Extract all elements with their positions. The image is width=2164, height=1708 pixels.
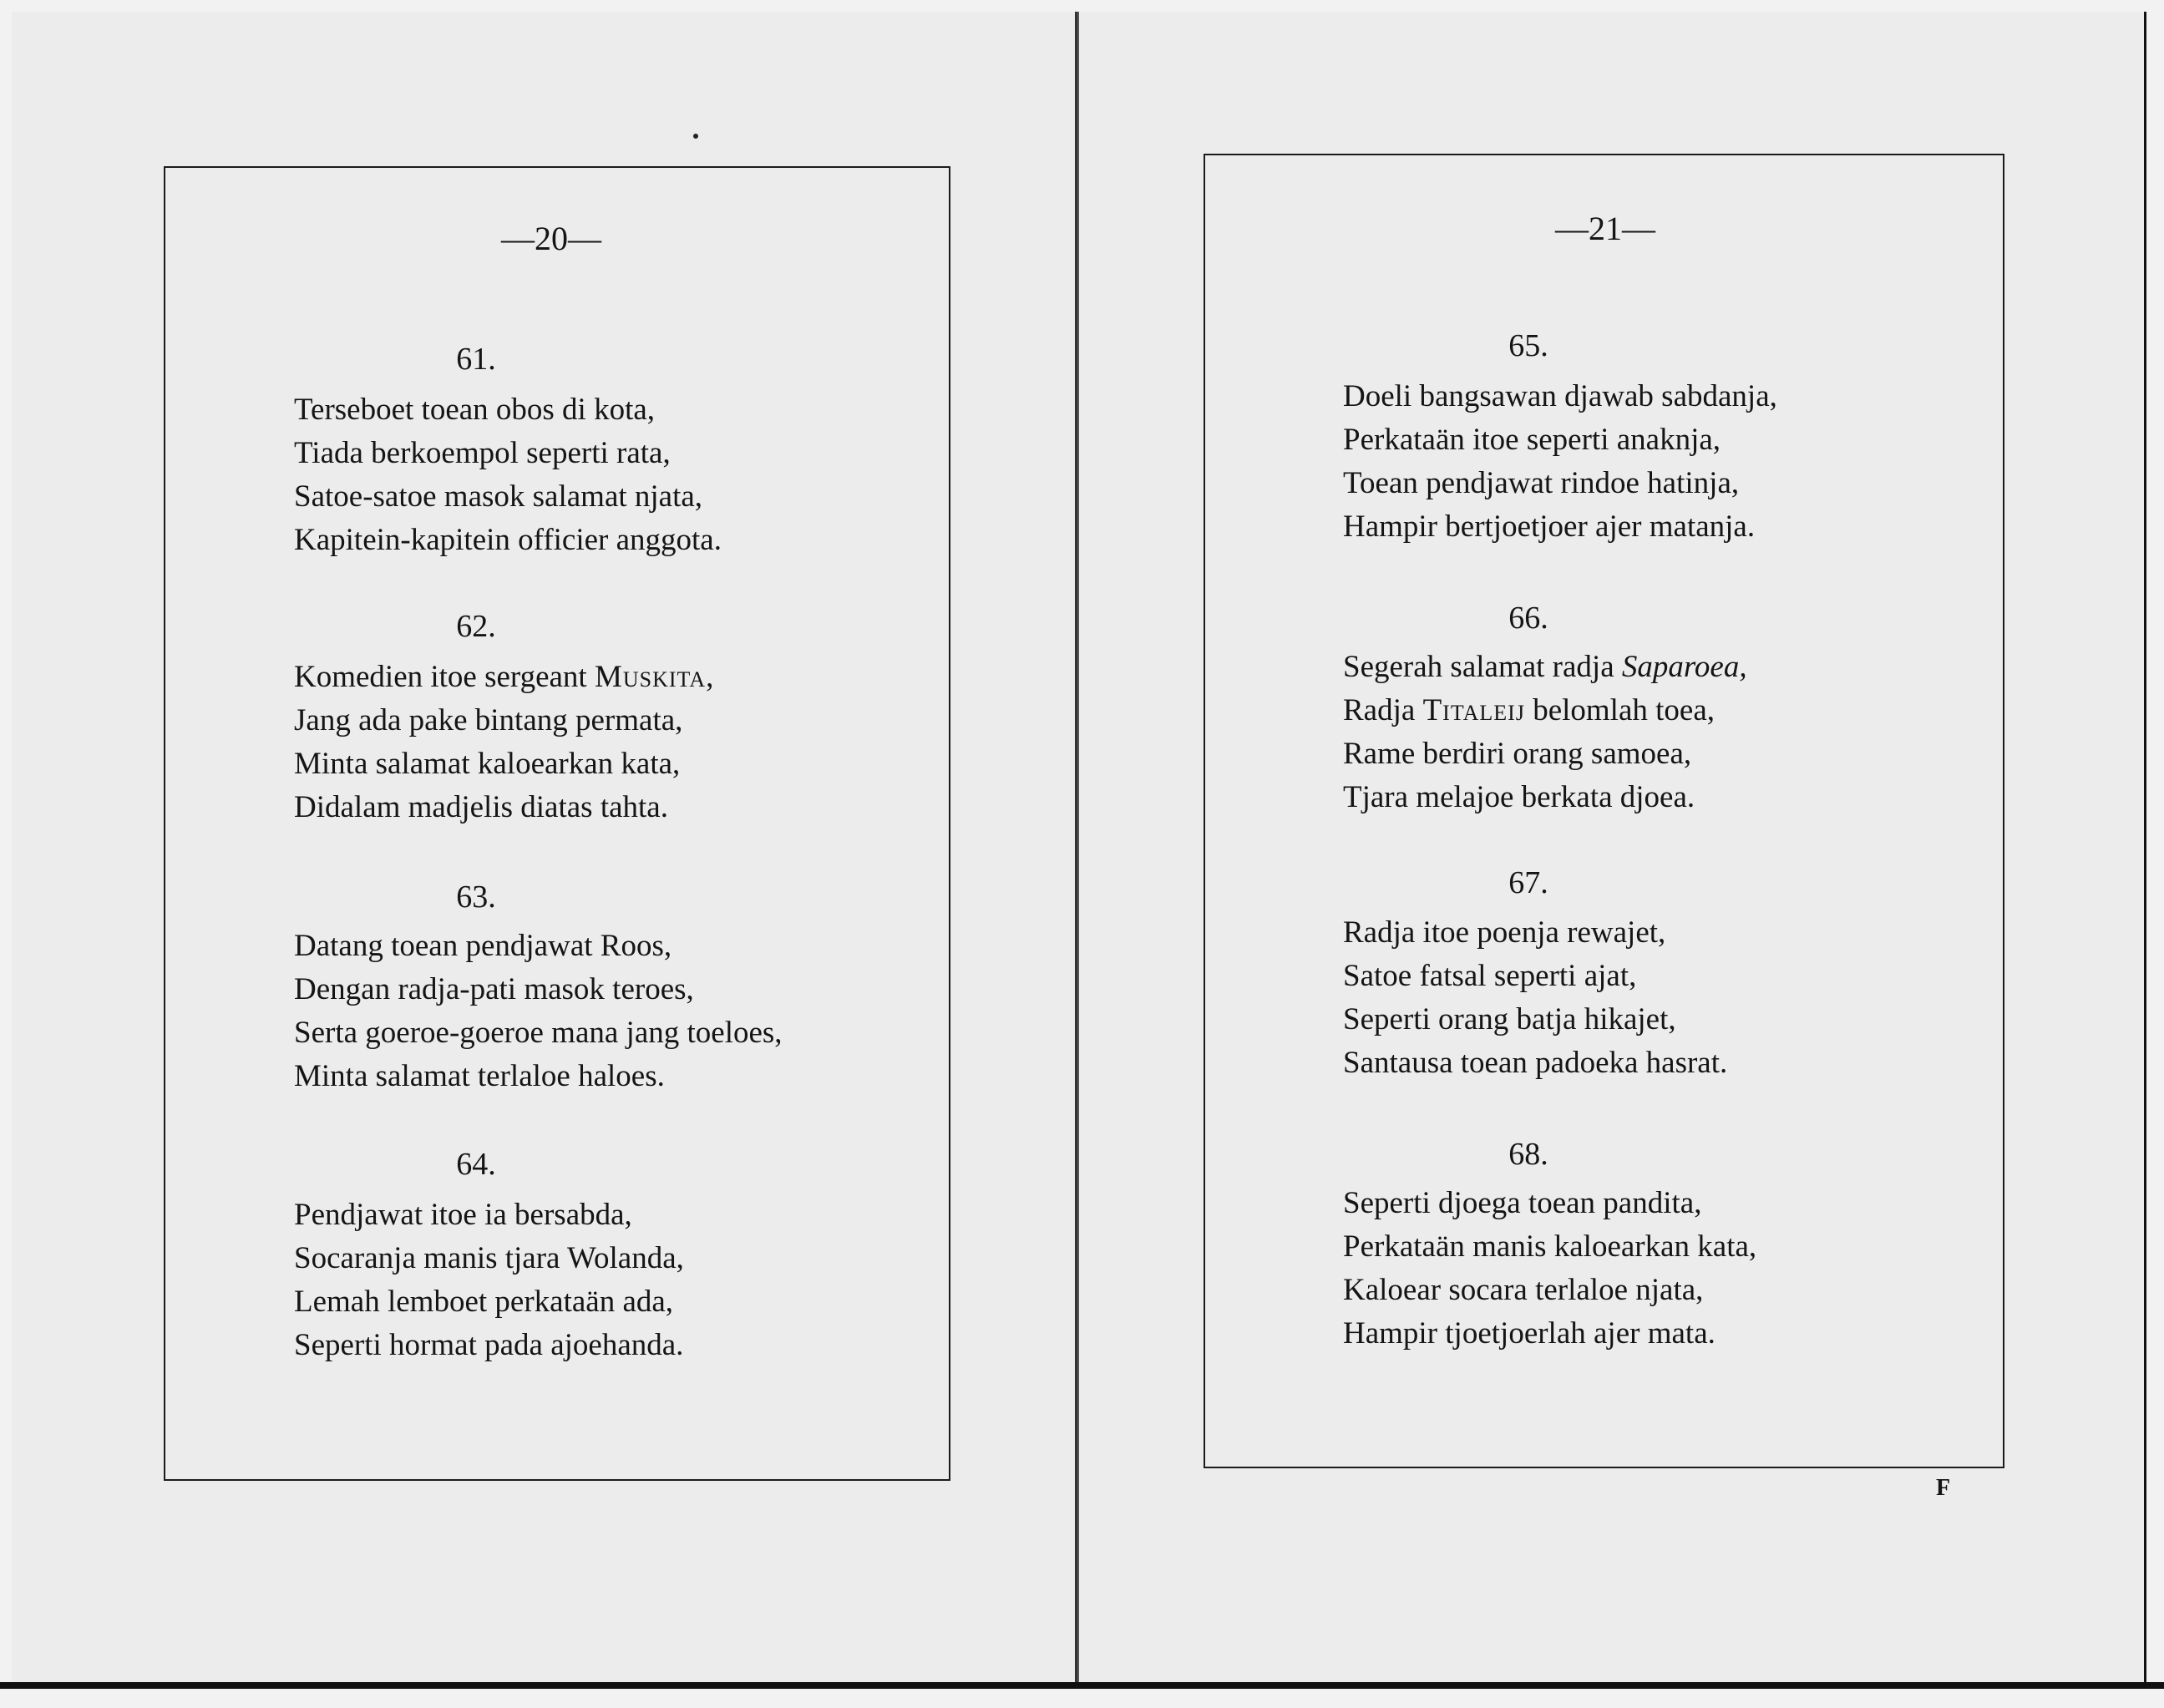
verse-text: Tjara melajoe berkata djoea. [1343, 780, 1695, 814]
verse-text: Dengan radja-pati masok teroes, [294, 972, 694, 1006]
verse-line [1343, 917, 1665, 948]
verse-text: Kapitein-kapitein officier anggota. [294, 523, 722, 557]
verse-line [1343, 424, 1721, 455]
verse-line [294, 1199, 632, 1230]
verse-text: Lemah lemboet perkataän ada, [294, 1285, 674, 1319]
verse-line [294, 1243, 684, 1274]
verse-text: Satoe-satoe masok salamat njata, [294, 479, 703, 514]
stanza-number: 66. [1508, 601, 1548, 636]
verse-text: Datang toean pendjawat Roos, [294, 929, 672, 963]
verse-line [294, 481, 702, 512]
verse-line [1343, 782, 1695, 813]
verse-line [294, 974, 694, 1005]
verse-text: Muskita [594, 660, 707, 694]
verse-text: Santausa toean padoeka hasrat. [1343, 1046, 1728, 1080]
verse-line [1343, 1047, 1727, 1078]
verse-text: Terseboet toean obos di kota, [294, 393, 656, 427]
stanza-number: 63. [456, 879, 496, 915]
verse-text: Didalam madjelis diatas tahta. [294, 790, 668, 824]
stanza-number: 67. [1508, 865, 1548, 900]
verse-text: Komedien itoe sergeant [294, 660, 595, 694]
verse-text: Seperti djoega toean pandita, [1343, 1186, 1702, 1220]
verse-text: Rame berdiri orang samoea, [1343, 737, 1692, 771]
verse-line [1343, 1275, 1703, 1305]
verse-line [294, 1330, 683, 1361]
verse-line [294, 930, 671, 961]
verse-line [1343, 651, 1747, 682]
verse-text: Jang ada pake bintang permata, [294, 703, 683, 737]
verse-text: Toean pendjawat rindoe hatinja, [1343, 466, 1740, 500]
book-gutter [1075, 12, 1077, 1682]
verse-line [294, 705, 682, 736]
verse-line [294, 792, 668, 823]
verse-text: Socaranja manis tjara Wolanda, [294, 1241, 684, 1275]
verse-text: Minta salamat terlaloe haloes. [294, 1059, 665, 1093]
stanza-number: 61. [456, 342, 496, 377]
verse-text: Saparoea, [1621, 650, 1747, 684]
verse-text: , [706, 660, 714, 694]
ink-speck [693, 134, 698, 139]
verse-text: Tiada berkoempol seperti rata, [294, 436, 671, 470]
verse-text: Hampir bertjoetjoer ajer matanja. [1343, 509, 1756, 544]
verse-text: Seperti hormat pada ajoehanda. [294, 1328, 684, 1362]
verse-line [1343, 1318, 1715, 1349]
verse-line [1343, 1231, 1756, 1262]
verse-line [1343, 511, 1755, 542]
verse-line [294, 1061, 665, 1092]
verse-line [294, 438, 671, 469]
verse-text: Minta salamat kaloearkan kata, [294, 747, 681, 781]
verse-text: Perkataän manis kaloearkan kata, [1343, 1229, 1757, 1264]
stanza-number: 68. [1508, 1137, 1548, 1172]
verse-text: Satoe fatsal seperti ajat, [1343, 959, 1637, 993]
verse-text: Radja [1343, 693, 1423, 727]
verse-line [294, 1286, 673, 1317]
verse-line [1343, 695, 1715, 726]
verse-text: Titaleij [1422, 693, 1525, 727]
signature-mark: F [1936, 1475, 1951, 1501]
verse-text: Hampir tjoetjoerlah ajer mata. [1343, 1316, 1715, 1351]
right-page-number: —21— [1555, 210, 1655, 247]
verse-line [1343, 1004, 1676, 1035]
verse-line [1343, 468, 1739, 499]
stanza-number: 64. [456, 1147, 496, 1182]
verse-text: Segerah salamat radja [1343, 650, 1622, 684]
verse-line [1343, 381, 1777, 412]
verse-line [1343, 1188, 1701, 1219]
verse-line [294, 661, 713, 692]
verse-text: Pendjawat itoe ia bersabda, [294, 1198, 632, 1232]
page-bottom-edge [0, 1682, 2164, 1689]
verse-line [294, 748, 680, 779]
verse-line [294, 1017, 783, 1048]
verse-text: Doeli bangsawan djawab sabdanja, [1343, 379, 1777, 413]
left-page-number: —20— [501, 220, 601, 257]
verse-line [294, 394, 655, 425]
verse-line [1343, 738, 1691, 769]
verse-text: Perkataän itoe seperti anaknja, [1343, 423, 1721, 457]
verse-text: Kaloear socara terlaloe njata, [1343, 1273, 1704, 1307]
verse-text: Seperti orang batja hikajet, [1343, 1002, 1676, 1036]
verse-text: Serta goeroe-goeroe mana jang toeloes, [294, 1016, 783, 1050]
verse-line [1343, 960, 1636, 991]
stanza-number: 62. [456, 609, 496, 644]
verse-line [294, 525, 722, 555]
stanza-number: 65. [1508, 328, 1548, 363]
verse-text: Radja itoe poenja rewajet, [1343, 915, 1666, 950]
verse-text: belomlah toea, [1524, 693, 1715, 727]
